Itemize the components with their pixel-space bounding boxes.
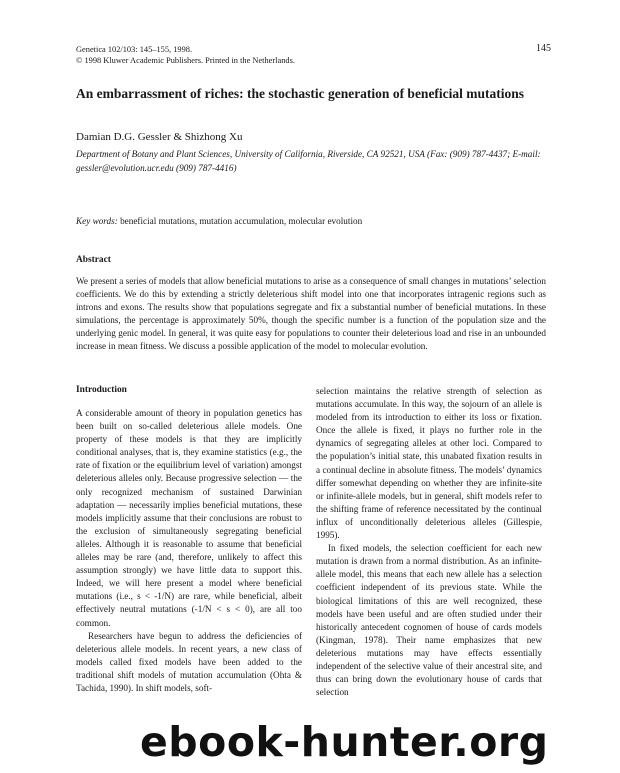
right-column [316,385,542,699]
keywords-text: beneficial mutations, mutation accumulation, molecular evolution [120,216,363,226]
author-list: Damian D.G. Gessler & Shizhong Xu [76,131,243,143]
keywords-label: Key words: [76,216,118,226]
keywords-line [76,216,546,226]
abstract-heading: Abstract [76,255,111,265]
page-number: 145 [536,43,551,54]
watermark-text: ebook-hunter.org [140,718,549,766]
right-paragraph-1: selection maintains the relative strength of selection as mutations accumulate. In this way, the sojourn of an allele is modeled from its introduction to either its loss or fixation. Once the allele is fixed, it plays no further role in the dynamics of segregating alleles at other loci. Compared to the population’s initial state, this unabated fixation results in a continual decline in absolute fitness. The models’ dynamics differ somewhat depending on whether they are infinite-site or infinite-allele models, but in general, shift models refer to the shifting frame of reference necessitated by the continual influx of unconditionally deleterious alleles (Gillespie, 1995). [316,386,542,541]
left-column [76,407,302,695]
article-title: An embarrassment of riches: the stochastic generation of beneficial mutations [76,86,525,101]
journal-citation [76,44,406,67]
introduction-heading: Introduction [76,385,127,395]
intro-paragraph-2: Researchers have begun to address the deficiencies of deleterious allele models. In recent years, a new class of models called fixed models have been added to the traditional shift models of mutation accumulation (Ohta & Tachida, 1990). In shift models, soft- [76,630,302,693]
intro-paragraph-1: A considerable amount of theory in population genetics has been built on so-called deleterious allele models. One property of these models is that they are implicitly conditional analyses, that is, they examine statistics (e.g., the rate of fixation or the equilibrium level of variation) amongst deleterious alleles only. Because progressive selection — the only recognized mechanism of sustained Darwinian adaptation — necessarily implies beneficial mutations, these models implicitly assume that their conclusions are robust to the exclusion of simultaneously segregating beneficial alleles. Although it is reasonable to assume that beneficial alleles may be rare (and, therefore, unlikely to affect this assumption strongly) we have little data to support this. Indeed, we will here present a model where beneficial mutations (i.e., s < -1/N) are rare, while beneficial, albeit effectively neutral mutations (-1/N < s < 0), are all too common. [76,408,302,628]
right-paragraph-2: In fixed models, the selection coefficient for each new mutation is drawn from a normal distribution. As an infinite-allele model, this means that each new allele has a selection coefficient independent of its previous state. While the biological limitations of this are well recognized, these models have been useful and are often studied under their historically antecedent cognomen of house of cards models (Kingman, 1978). Their name emphasizes that new deleterious mutations may have effects essentially independent of the selective value of their ancestral site, and thus can bring down the evolutionary house of cards that selection [316,543,542,698]
author-affiliation: Department of Botany and Plant Sciences, University of California, Riverside, CA 92521, USA (Fax: (909) 787-4437; E-mail: gessler@evolution.ucr.edu (909) 787-4416) [76,149,541,173]
journal-line-2: © 1998 Kluwer Academic Publishers. Printed in the Netherlands. [76,56,295,66]
abstract-text: We present a series of models that allow beneficial mutations to arise as a consequence of small changes in mutations’ selection coefficients. We do this by extending a strictly deleterious shift model into one that incorporates intragenic regions such as introns and exons. The results show that populations segregate and fix a substantial number of beneficial mutations. In these simulations, the percentage is approximately 50%, though the specific number is a function of the population size and the underlying genic model. In general, it was quite easy for populations to counter their deleterious load and rise in an unbounded increase in mean fitness. We discuss a possible application of the model to molecular evolution. [76,276,546,352]
journal-line-1: Genetica 102/103: 145–155, 1998. [76,45,193,54]
